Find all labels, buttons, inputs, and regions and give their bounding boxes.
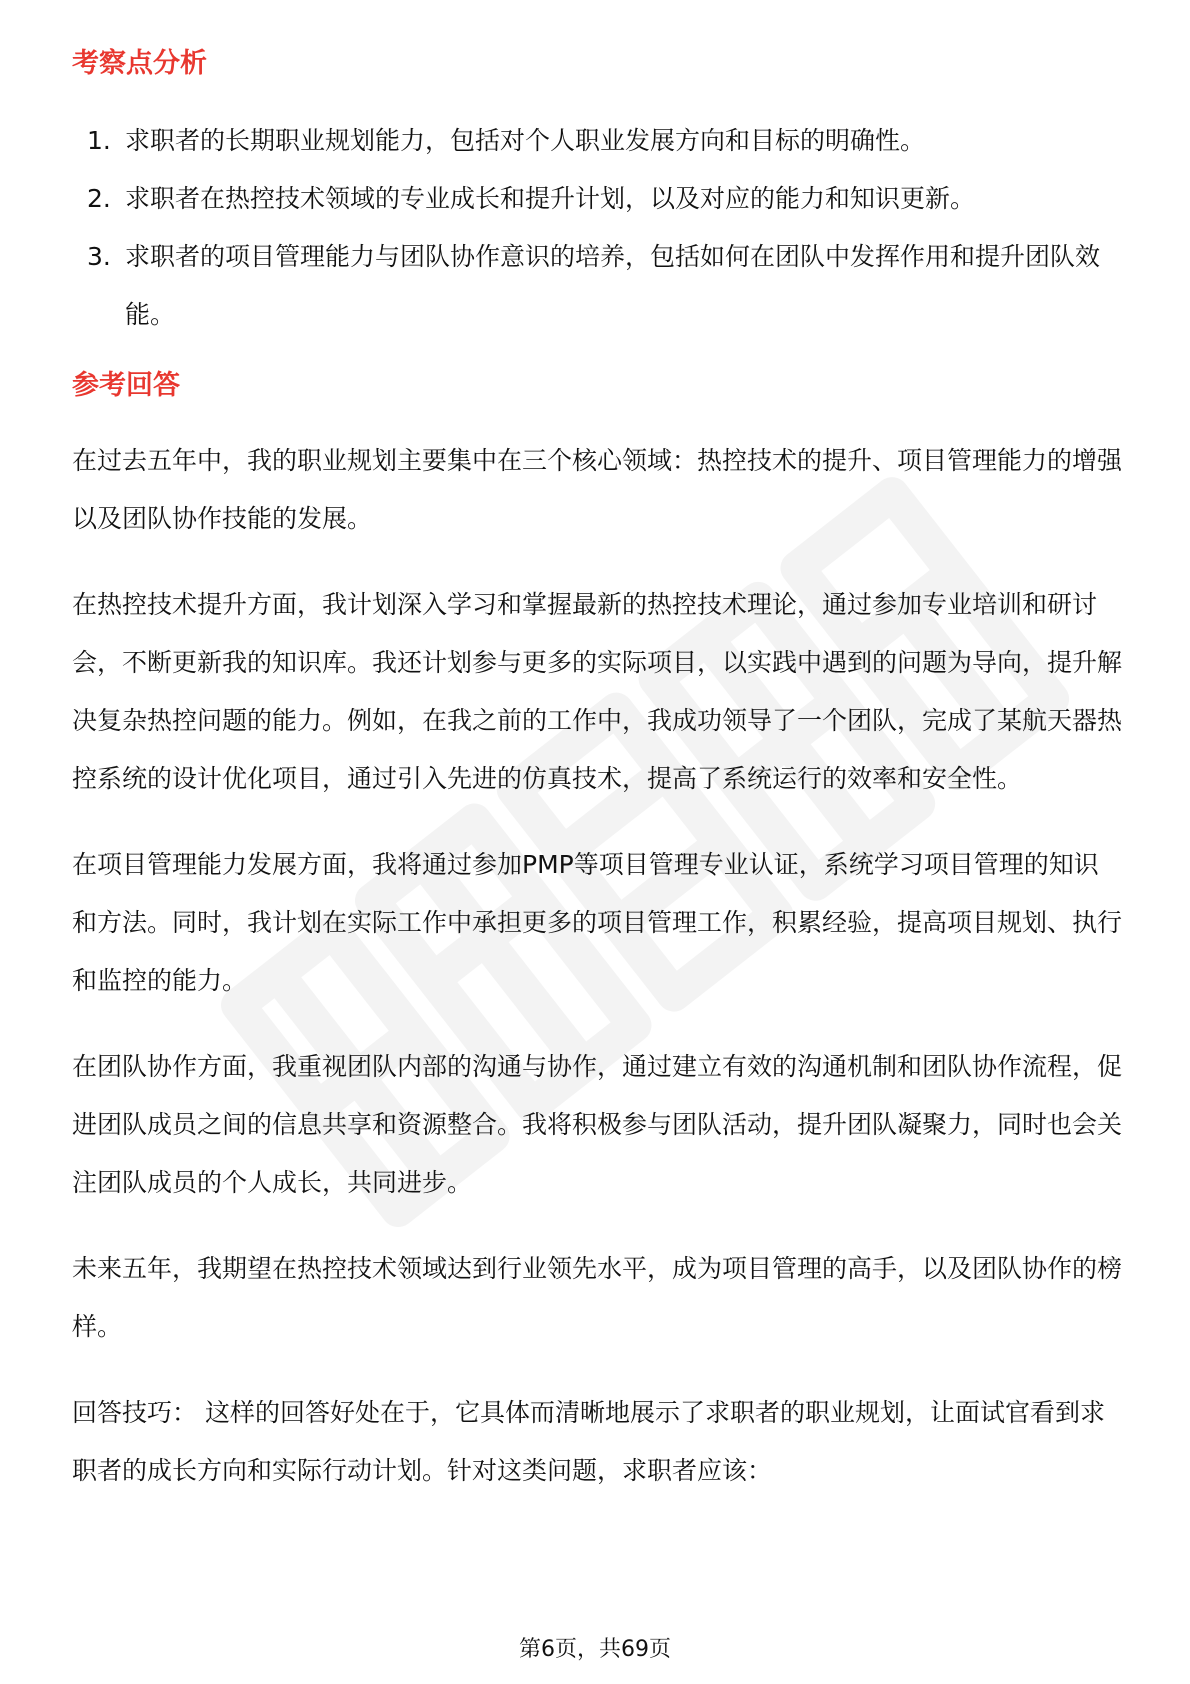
list-item-text: 求职者的项目管理能力与团队协作意识的培养，包括如何在团队中发挥作用和提升团队效能。 [125, 242, 1101, 329]
list-item [72, 170, 1122, 228]
answer-tips-paragraph: 回答技巧： 这样的回答好处在于，它具体而清晰地展示了求职者的职业规划，让面试官看到求职者的成长方向和实际行动计划。针对这类问题，求职者应该： [72, 1398, 1105, 1485]
list-item-text: 求职者的长期职业规划能力，包括对个人职业发展方向和目标的明确性。 [125, 126, 926, 155]
list-item-text: 求职者在热控技术领域的专业成长和提升计划，以及对应的能力和知识更新。 [125, 184, 976, 213]
analysis-list [72, 112, 1122, 344]
list-item-number: 3. [87, 242, 111, 271]
answer-paragraph: 在热控技术提升方面，我计划深入学习和掌握最新的热控技术理论，通过参加专业培训和研讨会，不断更新我的知识库。我还计划参与更多的实际项目，以实践中遇到的问题为导向，提升解决复杂热控问题的能力。例如，在我之前的工作中，我成功领导了一个团队，完成了某航天器热控系统的设计优化项目，通过引入先进的仿真技术，提高了系统运行的效率和安全性。 [72, 590, 1123, 793]
list-item [72, 112, 1122, 170]
answer-paragraph: 在过去五年中，我的职业规划主要集中在三个核心领域：热控技术的提升、项目管理能力的增强以及团队协作技能的发展。 [72, 446, 1123, 533]
answer-paragraph: 在团队协作方面，我重视团队内部的沟通与协作，通过建立有效的沟通机制和团队协作流程，促进团队成员之间的信息共享和资源整合。我将积极参与团队活动，提升团队凝聚力，同时也会关注团队成员的个人成长，共同进步。 [72, 1052, 1123, 1197]
answer-paragraph: 未来五年，我期望在热控技术领域达到行业领先水平，成为项目管理的高手，以及团队协作的榜样。 [72, 1254, 1123, 1341]
page-number: 第6页，共69页 [519, 1637, 671, 1662]
answer-paragraph: 在项目管理能力发展方面，我将通过参加PMP等项目管理专业认证，系统学习项目管理的知识和方法。同时，我计划在实际工作中承担更多的项目管理工作，积累经验，提高项目规划、执行和监控的能力。 [72, 850, 1123, 995]
page-content [72, 44, 1122, 1500]
analysis-heading: 考察点分析 [72, 48, 207, 79]
answer-heading: 参考回答 [72, 370, 180, 401]
list-item-number: 2. [87, 184, 111, 213]
list-item-number: 1. [87, 126, 111, 155]
list-item [72, 228, 1122, 344]
